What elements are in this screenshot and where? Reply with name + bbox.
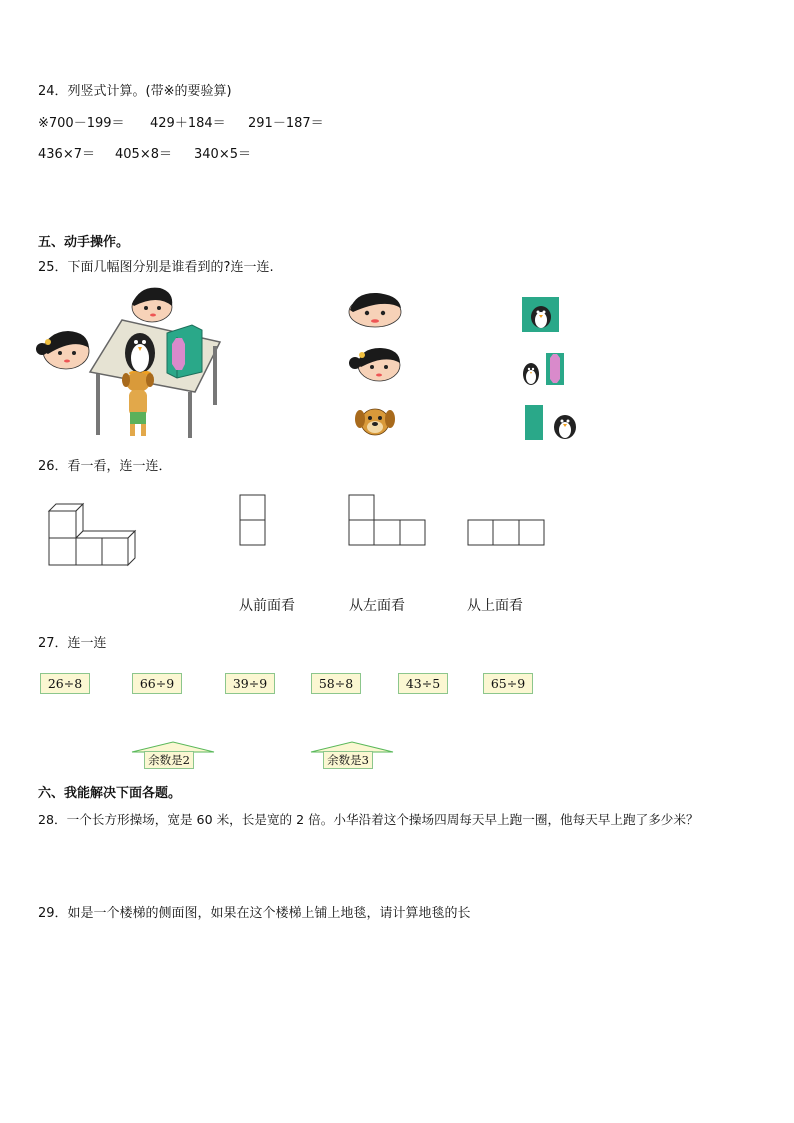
- boy-avatar: [132, 288, 172, 322]
- remainder-target-label: 余数是3: [323, 751, 373, 769]
- remainder-target-2[interactable]: [131, 741, 215, 771]
- expression-box[interactable]: 58÷8: [311, 673, 361, 694]
- view-option-l-shape: [348, 494, 428, 548]
- q24-expr-4: 436×7＝: [38, 147, 95, 162]
- view-prism-and-penguin: [525, 405, 580, 441]
- q28-text: 28．一个长方形操场，宽是 60 米，长是宽的 2 倍。小华沿着这个操场四周每天早上跑一圈，他每天早上跑了多少米？: [38, 812, 699, 827]
- view-prism-with-penguin: [522, 297, 560, 333]
- remainder-target-label: 余数是2: [144, 751, 194, 769]
- q24-expr-1: ※700－199＝: [38, 116, 125, 131]
- expression-box[interactable]: 26÷8: [40, 673, 90, 694]
- dog-face: [355, 402, 395, 440]
- q24-expr-2: 429＋184＝: [150, 116, 226, 131]
- expression-box[interactable]: 43÷5: [398, 673, 448, 694]
- boy-face: [345, 290, 405, 330]
- view-option-two-stacked: [239, 494, 267, 548]
- expression-box[interactable]: 39÷9: [225, 673, 275, 694]
- section-5-title: 五、动手操作。: [38, 235, 130, 250]
- girl-face: [348, 345, 406, 385]
- hexagon-face: [172, 338, 185, 370]
- q25-title: 25．下面几幅图分别是谁看到的?连一连.: [38, 260, 274, 275]
- view-penguin-and-hexagon: [520, 352, 566, 386]
- q26-title: 26．看一看，连一连．: [38, 459, 172, 474]
- q24-expr-3: 291－187＝: [248, 116, 324, 131]
- label-top-view: 从上面看: [467, 598, 523, 614]
- q24-expr-5: 405×8＝: [115, 147, 172, 162]
- cube-stack-3d: [48, 503, 138, 568]
- q25-scene-illustration: [30, 280, 230, 445]
- view-option-three-row: [467, 519, 547, 548]
- girl-avatar: [36, 331, 89, 369]
- q24-title: 24．列竖式计算。(带※的要验算): [38, 84, 232, 99]
- q27-title: 27．连一连: [38, 636, 107, 651]
- remainder-target-3[interactable]: [310, 741, 394, 771]
- dog: [122, 372, 154, 436]
- section-6-title: 六、我能解决下面各题。: [38, 786, 182, 801]
- label-front-view: 从前面看: [239, 598, 295, 614]
- expression-box[interactable]: 65÷9: [483, 673, 533, 694]
- q29-text: 29．如是一个楼梯的侧面图，如果在这个楼梯上铺上地毯，请计算地毯的长: [38, 906, 471, 921]
- q24-expr-6: 340×5＝: [194, 147, 251, 162]
- expression-box[interactable]: 66÷9: [132, 673, 182, 694]
- label-left-view: 从左面看: [349, 598, 405, 614]
